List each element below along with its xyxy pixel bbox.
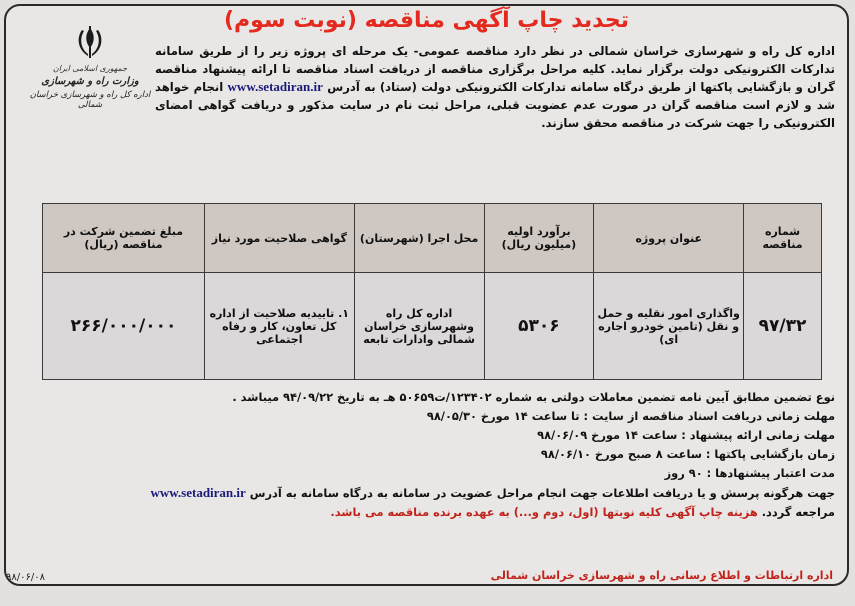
footer-office: اداره ارتباطات و اطلاع رسانی راه و شهرسازی خراسان شمالی — [490, 569, 833, 582]
term-print-cost-text: هزینه چاپ آگهی کلیه نوبتها (اول، دوم و...) به عهده برنده مناقصه می باشد. — [330, 505, 758, 519]
intro-paragraph — [155, 42, 835, 132]
cell-guarantee-amount: ۲۶۶/۰۰۰/۰۰۰ — [43, 273, 205, 380]
cell-qualification: ۱. تاییدیه صلاحیت از اداره کل تعاون، کار و رفاه اجتماعی — [204, 273, 354, 380]
notice-title: تجدید چاپ آگهی مناقصه (نوبت سوم) — [224, 8, 629, 33]
logo-line-1: جمهوری اسلامی ایران — [52, 64, 128, 73]
logo-line-3: اداره کل راه و شهرسازی خراسان شمالی — [29, 90, 151, 110]
intro-url[interactable]: www.setadiran.ir — [227, 79, 323, 94]
tender-table — [42, 203, 822, 380]
table-row — [43, 273, 822, 380]
header-location: محل اجرا (شهرستان) — [354, 204, 484, 273]
term-opening-time: زمان بازگشایی پاکتها : ساعت ۸ صبح مورخ ۹۸/۰۶/۱۰ — [540, 447, 835, 461]
logo-line-2: وزارت راه و شهرسازی — [41, 76, 139, 87]
term-contact — [15, 483, 835, 503]
header-qualification: گواهی صلاحیت مورد نیاز — [204, 204, 354, 273]
term-document-deadline: مهلت زمانی دریافت اسناد مناقصه از سایت : تا ساعت ۱۴ مورخ ۹۸/۰۵/۳۰ — [426, 409, 835, 423]
term-submission-deadline: مهلت زمانی ارائه پیشنهاد : ساعت ۱۴ مورخ ۹۸/۰۶/۰۹ — [537, 428, 835, 442]
header-guarantee-amount: مبلغ تضمین شرکت در مناقصه (ریال) — [43, 204, 205, 273]
edge-note: ۹۸/۰۶/۰۸ — [6, 572, 45, 583]
term-guarantee-type: نوع تضمین مطابق آیین نامه تضمین معاملات دولتی به شماره ۱۲۳۴۰۲/ت۵۰۶۵۹ هـ به تاریخ ۹۴/۰۹/۲۲ میباشد . — [232, 390, 835, 404]
cell-tender-number: ۹۷/۳۲ — [744, 273, 822, 380]
notice-frame — [4, 4, 849, 586]
term-refer: مراجعه گردد. — [761, 505, 835, 519]
table-header-row — [43, 204, 822, 273]
header-tender-number: شماره مناقصه — [744, 204, 822, 273]
cell-project-title: واگذاری امور نقلیه و حمل و نقل (تامین خودرو اجاره ای) — [594, 273, 744, 380]
terms-list — [15, 388, 835, 522]
intro-tail: انجام خواهد شد و لازم است مناقصه گران در صورت عدم عضویت قبلی، مراحل ثبت نام در سایت مذکور و دریافت گواهی امضای الکترونیکی را جهت شرکت در مناقصه محقق سازند. — [155, 80, 835, 130]
header-initial-estimate: برآورد اولیه (میلیون ریال) — [484, 204, 594, 273]
term-validity: مدت اعتبار پیشنهادها : ۹۰ روز — [664, 466, 835, 480]
term-contact-text: جهت هرگونه پرسش و یا دریافت اطلاعات جهت انجام مراحل عضویت در سامانه به درگاه سامانه به آدرس — [249, 486, 835, 500]
term-contact-url[interactable]: www.setadiran.ir — [150, 485, 246, 500]
ministry-logo — [20, 24, 160, 110]
cell-initial-estimate: ۵۳۰۶ — [484, 273, 594, 380]
term-print-cost — [15, 503, 835, 522]
header-project-title: عنوان پروژه — [594, 204, 744, 273]
cell-location: اداره کل راه وشهرسازی خراسان شمالی وادارات تابعه — [354, 273, 484, 380]
intro-body: اداره کل راه و شهرسازی خراسان شمالی در نظر دارد مناقصه عمومی- یک مرحله ای پروژه زیر را از طریق سامانه تدارکات الکترونیکی دولت برگزار نماید. کلیه مراحل برگزاری مناقصه از دریافت اسناد مناقصه تا ارائه پیشنهاد مناقصه گران و بازگشایی پاکتها از طریق درگاه سامانه تدارکات الکترونیکی دولت (ستاد) به آدرس — [155, 44, 835, 94]
emblem-icon — [73, 24, 107, 62]
